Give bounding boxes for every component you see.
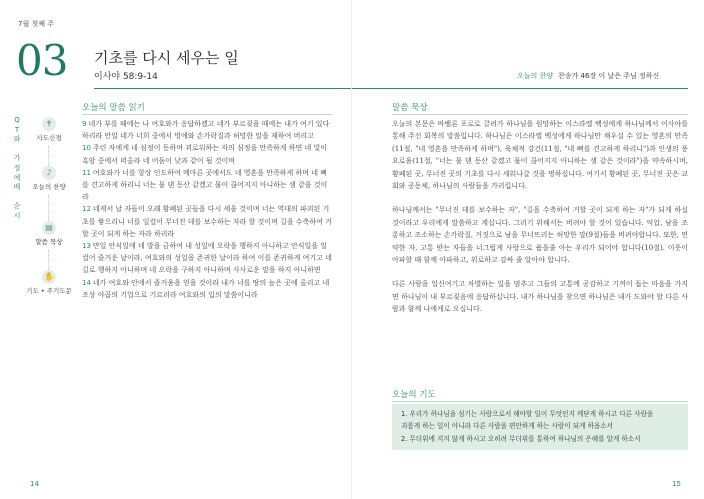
verse: 13 만일 안식일에 네 발을 금하여 내 성일에 오락을 행하지 아니하고 안식일을 일컬어 즐거운 날이라, 여호와의 성일을 존귀한 날이라 하여 이를 존귀하게 여기고 네 길로 행하지 아니하며 네 오락을 구하지 아니하며 사사로운 말을 하지 아니하면 <box>82 242 332 275</box>
todays-hymn <box>517 71 659 81</box>
cross-icon: ✝ <box>42 117 56 131</box>
page-title: 기초를 다시 세우는 일 <box>94 49 239 67</box>
step-hymn: ♪ 오늘의 찬양 <box>32 168 66 191</box>
verse: 9 네가 부를 때에는 나 여호와가 응답하겠고 네가 부르짖을 때에는 내가 여기 있다 하리라 만일 네가 너희 중에서 멍에와 손가락질과 허망한 말을 제하여 버리고 <box>82 120 330 141</box>
prayer-heading-rule <box>392 401 688 402</box>
step-apostles-creed: ✝ 사도신경 <box>36 119 62 142</box>
page-number-left: 14 <box>30 480 39 488</box>
verse: 11 여호와가 너를 항상 인도하여 메마른 곳에서도 네 영혼을 만족하게 하며 네 뼈를 견고하게 하리니 너는 물 댄 동산 같겠고 물이 끊어지지 아니하는 샘 같을 것이라 <box>82 168 328 202</box>
prayer-heading: 오늘의 기도 <box>392 390 436 400</box>
step-meditation: ▤ 말씀 묵상 <box>35 223 63 246</box>
book-icon: ▤ <box>42 221 56 235</box>
meditation-heading: 말씀 묵상 <box>392 103 428 113</box>
step-prayer: ✋ 기도 • 주기도문 <box>26 272 72 295</box>
hymn-title: 찬송가 46장 이 날은 주님 정하신 <box>558 72 660 80</box>
right-page <box>352 0 704 499</box>
scripture-reference: 이사야 58:9-14 <box>94 72 158 82</box>
verse: 10 주린 자에게 네 심정이 동하며 괴로워하는 자의 심정을 만족하게 하면 네 빛이 흑암 중에서 떠올라 네 어둠이 낮과 같이 될 것이며 <box>82 144 328 165</box>
qt-order-vertical-label: Q T 와 가 정 예 배 순 서 <box>13 116 21 220</box>
step-connector <box>48 250 50 270</box>
praying-hands-icon: ✋ <box>42 270 56 284</box>
week-label: 7월 첫째 주 <box>18 20 54 28</box>
verse: 14 네가 여호와 안에서 즐거움을 얻을 것이라 내가 너를 땅의 높은 곳에 올리고 네 조상 야곱의 기업으로 기르리라 여호와의 입의 말씀이니라 <box>82 278 330 299</box>
reading-heading-rule <box>82 114 332 115</box>
verse: 12 네게서 날 자들이 오래 황폐된 곳들을 다시 세울 것이며 너는 역대의 파괴된 기초를 쌓으리니 너를 일컬어 무너진 데를 보수하는 자라 할 것이며 길을 수축하여 거할 곳이 되게 하는 자라 하리라 <box>82 205 332 238</box>
prayer-box <box>392 404 688 450</box>
day-number: 03 <box>16 36 68 85</box>
prayer-line: 1. 우리가 하나님을 섬기는 사람으로서 해야할 일이 무엇인지 깨닫게 하시고 다른 사람을 <box>401 410 654 418</box>
meditation-paragraph: 다른 사람을 업신여기고 차별하는 일을 멈추고 그들의 고통에 공감하고 기꺼이 돕는 마음을 가지면 하나님이 내 부르짖음에 응답하십니다. 내가 하나님을 찾으면 하나님은 내가 도와야 할 다른 사람과 함께 나에게로 오십니다. <box>392 280 688 314</box>
reading-heading: 오늘의 말씀 읽기 <box>82 103 145 113</box>
scripture-reading <box>82 118 332 301</box>
prayer-line: 괴롭게 하는 일이 아니라 다른 사람을 편안하게 하는 사람이 되게 하옵소서 <box>401 422 614 431</box>
title-divider <box>352 88 688 89</box>
meditation-paragraph: 오늘의 본문은 바벨론 포로로 끌려가 하나님을 원망하는 이스라엘 백성에게 하나님께서 이사야를 통해 주신 회복의 말씀입니다. 하나님은 이스라엘 백성에게 하나님만 채우실 수 있는 영혼의 만족(11절, "네 영혼을 만족하게 하며"), 육체적 강건(11절, "네 뼈를 견고하게 하리니")과 인생의 풍요로움(11절, "너는 물 댄 동산 같겠고 물이 끊어지지 아니하는 샘 같은 것이라")을 약속하시며, 황폐된 곳, 무너진 곳의 기초를 다시 세워나갈 것을 명하십니다. 여기서 황폐된 곳, 무너진 곳은 교회와 공동체, 하나님의 사람들을 가리킵니다. <box>392 120 688 191</box>
title-divider <box>94 88 352 89</box>
music-icon: ♪ <box>42 166 56 180</box>
meditation-text <box>392 118 688 328</box>
page-number-right: 15 <box>672 480 681 488</box>
hymn-label: 오늘의 찬양 <box>517 72 554 80</box>
meditation-paragraph: 하나님께서는 "무너진 데를 보수하는 자", "길을 수축하여 거할 곳이 되게 하는 자"가 되게 하실 것이라고 우리에게 말씀하고 계십니다. 그러기 위해서는 버려야 할 것이 있습니다. 억압, 남을 조롱하고 조소하는 손가락질, 거짓으로 남을 무너뜨리는 허망한 말(9절)들을 버려야합니다. 또한, 연약한 자, 고통 받는 자들을 너그럽게 사랑으로 품을줄 아는 우리가 되어야 합니다(10절). 이웃이 아파할 때 함께 아파하고, 위로하고 감싸 줄 알아야 합니다. <box>392 206 688 265</box>
prayer-line: 2. 무더위에 지지 않게 하시고 오히려 무더위를 통하여 하나님의 은혜를 알게 하소서 <box>401 434 641 443</box>
meditation-heading-rule <box>392 114 688 115</box>
